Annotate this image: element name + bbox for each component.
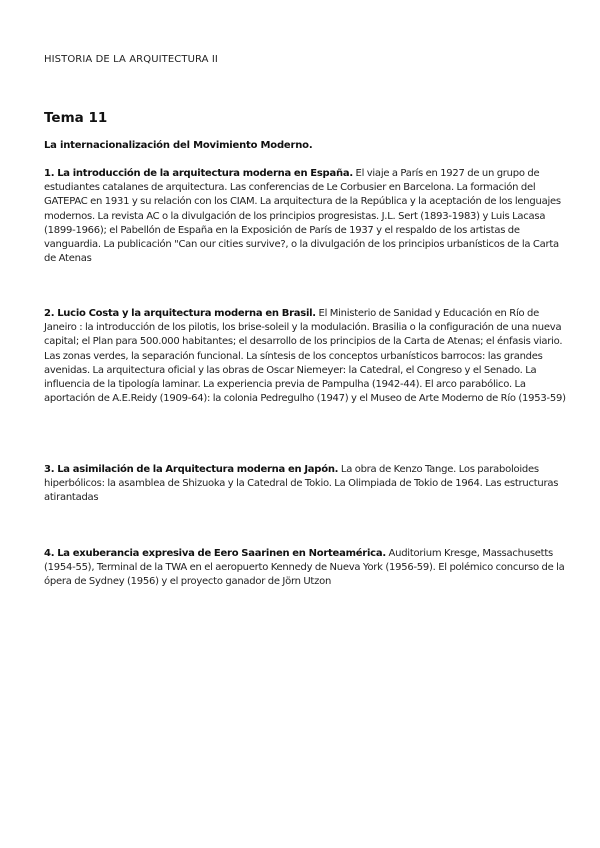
section-1-body: El viaje a París en 1927 de un grupo de estudiantes catalanes de arquitectura. Las conferencias de Le Corbusier en Barcelona. La formación del GATEPAC en 1931 y su relación con los CIAM. La arquitectura de la República y la aceptación de los lenguajes modernos. La revista AC o la divulgación de los principios progresistas. J.L. Sert (1893-1983) y Luis Lacasa (1899-1966); el Pabellón de España en la Exposición de París de 1937 y el respaldo de los artistas de vanguardia. La publicación "Can our cities survive?, o la divulgación de los principios urbanísticos de la Carta de Atenas <box>44 168 561 265</box>
section-4-body: Auditorium Kresge, Massachusetts (1954-55), Terminal de la TWA en el aeropuerto Kennedy de Nueva York (1956-59). El polémico concurso de la ópera de Sydney (1956) y el proyecto ganador de Jörn Utzon <box>44 548 565 588</box>
section-4-heading: 4. La exuberancia expresiva de Eero Saarinen en Norteamérica. <box>44 548 386 559</box>
tema-title: Tema 11 <box>44 110 108 126</box>
section-3-heading: 3. La asimilación de la Arquitectura moderna en Japón. <box>44 464 339 475</box>
section-1-heading: 1. La introducción de la arquitectura moderna en España. <box>44 168 353 179</box>
section-3 <box>44 463 572 506</box>
section-4 <box>44 547 572 590</box>
section-2 <box>44 307 572 406</box>
section-3-body: La obra de Kenzo Tange. Los paraboloides hiperbólicos: la asamblea de Shizuoka y la Catedral de Tokio. La Olimpiada de Tokio de 1964. Las estructuras atirantadas <box>44 464 559 504</box>
course-title: HISTORIA DE LA ARQUITECTURA II <box>44 54 218 65</box>
section-2-body: El Ministerio de Sanidad y Educación en Río de Janeiro : la introducción de los pilotis, los brise-soleil y la modulación. Brasilia o la configuración de una nueva capital; el Plan para 500.000 habitantes; el desarrollo de los principios de la Carta de Atenas; el énfasis viario. Las zonas verdes, la separación funcional. La síntesis de los conceptos urbanísticos barrocos: las grandes avenidas. La arquitectura oficial y las obras de Oscar Niemeyer: la Catedral, el Congreso y el Senado. La influencia de la tipología laminar. La experiencia previa de Pampulha (1942-44). El arco parabólico. La aportación de A.E.Reidy (1909-64): la colonia Pedregulho (1947) y el Museo de Arte Moderno de Río (1953-59) <box>44 308 566 405</box>
section-1 <box>44 167 572 266</box>
document-subtitle: La internacionalización del Movimiento Moderno. <box>44 140 313 151</box>
section-2-heading: 2. Lucio Costa y la arquitectura moderna en Brasil. <box>44 308 316 319</box>
